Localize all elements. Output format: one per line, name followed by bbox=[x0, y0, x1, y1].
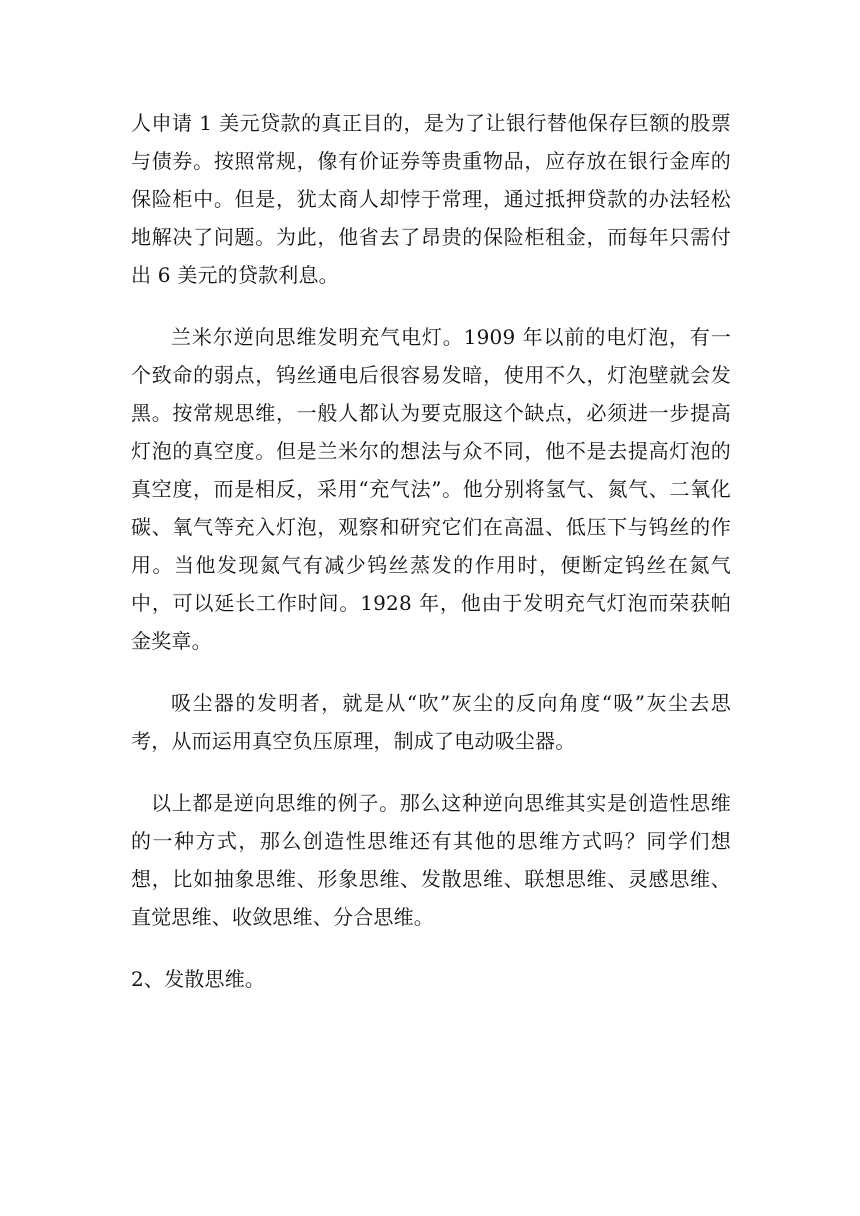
paragraph-gap bbox=[131, 760, 731, 784]
paragraph-gap bbox=[131, 936, 731, 960]
paragraph-summary: 以上都是逆向思维的例子。那么这种逆向思维其实是创造性思维的一种方式，那么创造性思维还有其他的思维方式吗？同学们想想，比如抽象思维、形象思维、发散思维、联想思维、灵感思维、直觉思维、收敛思维、分合思维。 bbox=[131, 791, 731, 929]
paragraph-vacuum-cleaner: 吸尘器的发明者，就是从“吹”灰尘的反向角度“吸”灰尘去思考，从而运用真空负压原理，制成了电动吸尘器。 bbox=[131, 691, 731, 753]
section-heading-divergent-thinking: 2、发散思维。 bbox=[131, 967, 266, 991]
document-page bbox=[131, 104, 731, 998]
paragraph-langmuir: 兰米尔逆向思维发明充气电灯。1909 年以前的电灯泡，有一个致命的弱点，钨丝通电后很容易发暗，使用不久，灯泡壁就会发黑。按常规思维，一般人都认为要克服这个缺点，必须进一步提高灯泡的真空度。但是兰米尔的想法与众不同，他不是去提高灯泡的真空度，而是相反，采用“充气法”。他分别将氢气、氮气、二氧化碳、氧气等充入灯泡，观察和研究它们在高温、低压下与钨丝的作用。当他发现氮气有减少钨丝蒸发的作用时，便断定钨丝在氮气中，可以延长工作时间。1928 年，他由于发明充气灯泡而荣获帕金奖章。 bbox=[131, 325, 731, 653]
paragraph-loan-story: 人申请 1 美元贷款的真正目的，是为了让银行替他保存巨额的股票与债券。按照常规，像有价证券等贵重物品，应存放在银行金库的保险柜中。但是，犹太商人却悖于常理，通过抵押贷款的办法轻松地解决了问题。为此，他省去了昂贵的保险柜租金，而每年只需付出 6 美元的贷款利息。 bbox=[131, 111, 731, 287]
paragraph-gap bbox=[131, 294, 731, 318]
paragraph-gap bbox=[131, 660, 731, 684]
